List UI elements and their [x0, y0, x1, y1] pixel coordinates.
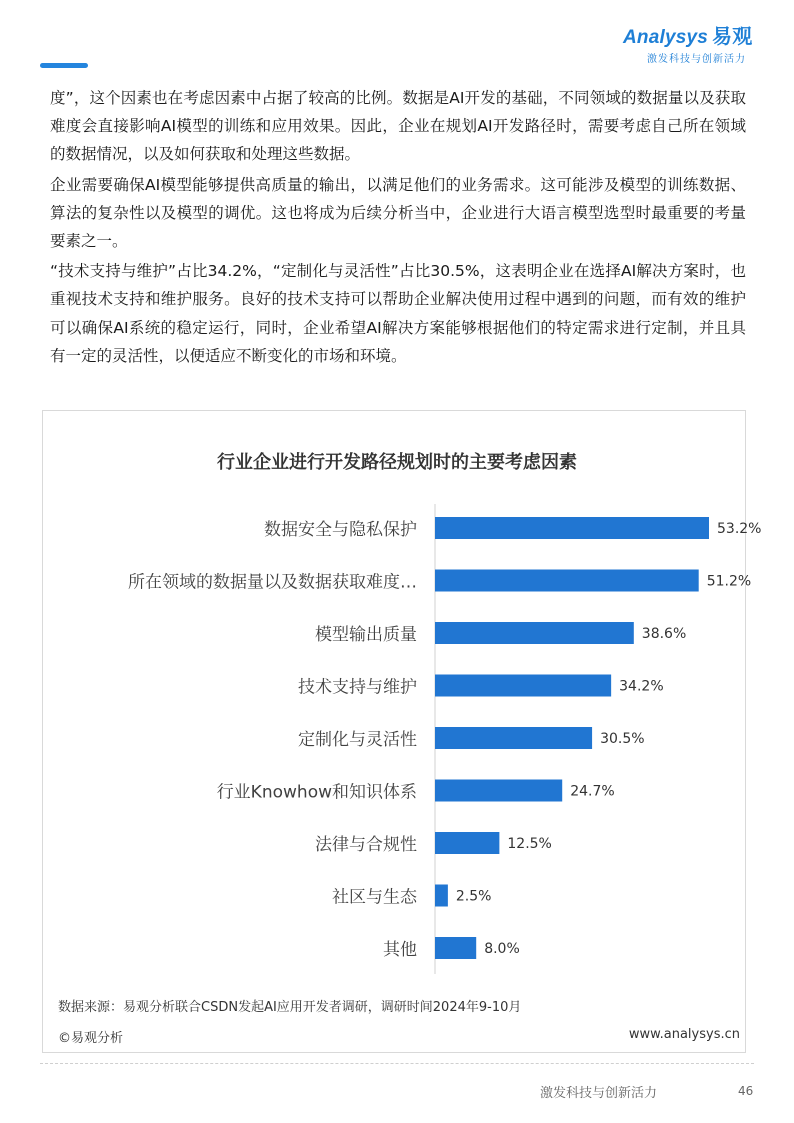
- copyright: ©易观分析: [58, 1031, 124, 1046]
- value-label: 34.2%: [619, 678, 664, 695]
- value-label: 38.6%: [641, 626, 687, 642]
- value-label: 24.7%: [570, 783, 615, 800]
- bar: [435, 727, 592, 749]
- category-label: 模型输出质量: [315, 625, 417, 645]
- page-number: 46: [738, 1084, 754, 1098]
- value-label: 8.0%: [484, 941, 520, 957]
- category-label: 社区与生态: [332, 887, 417, 908]
- website-link[interactable]: www.analysys.cn: [628, 1027, 740, 1042]
- bar: [435, 622, 634, 644]
- paragraph-2: 企业需要确保AI模型能够提供高质量的输出，以满足他们的业务需求。这可能涉及模型的训练数据、算法的复杂性以及模型的调优。这也将成为后续分析当中，企业进行大语言模型选型时最重要的考量要素之一。: [50, 175, 746, 251]
- bar: [435, 780, 562, 802]
- value-label: 51.2%: [706, 573, 752, 590]
- value-label: 12.5%: [507, 836, 552, 852]
- bar: [435, 517, 709, 539]
- source-note: 数据来源：易观分析联合CSDN发起AI应用开发者调研，调研时间2024年9-10月: [58, 1000, 522, 1015]
- paragraph-1: 度”，这个因素也在考虑因素中占据了较高的比例。数据是AI开发的基础，不同领域的数据量以及获取难度会直接影响AI模型的训练和应用效果。因此，企业在规划AI开发路径时，需要考虑自己所在领域的数据情况，以及如何获取和处理这些数据。: [50, 89, 746, 164]
- bar: [435, 832, 499, 854]
- value-label: 30.5%: [600, 731, 645, 747]
- category-label: 其他: [383, 940, 417, 960]
- chart-title: 行业企业进行开发路径规划时的主要考虑因素: [217, 452, 577, 473]
- paragraph-3: “技术支持与维护”占比34.2%，“定制化与灵活性”占比30.5%，这表明企业在选择AI解决方案时，也重视技术支持和维护服务。良好的技术支持可以帮助企业解决使用过程中遇到的问题，而有效的维护可以确保AI系统的稳定运行，同时，企业希望AI解决方案能够根据他们的特定需求进行定制，并且具有一定的灵活性，以便适应不断变化的市场和环境。: [50, 262, 746, 365]
- bar: [435, 570, 699, 592]
- footer-slogan: 激发科技与创新活力: [540, 1086, 658, 1101]
- category-label: 行业Knowhow和知识体系: [216, 782, 417, 803]
- category-label: 所在领域的数据量以及数据获取难度…: [128, 572, 417, 593]
- logo-wordmark: Analysys 易观: [623, 26, 753, 48]
- category-label: 定制化与灵活性: [298, 730, 417, 750]
- value-label: 53.2%: [717, 521, 762, 537]
- bar: [435, 675, 611, 697]
- value-label: 2.5%: [455, 888, 492, 905]
- category-label: 技术支持与维护: [298, 677, 417, 698]
- category-label: 法律与合规性: [315, 835, 417, 855]
- bar: [435, 937, 476, 959]
- footer-divider: [40, 1063, 754, 1064]
- bar: [435, 885, 448, 907]
- category-label: 数据安全与隐私保护: [264, 520, 417, 540]
- logo-slogan: 激发科技与创新活力: [647, 54, 746, 65]
